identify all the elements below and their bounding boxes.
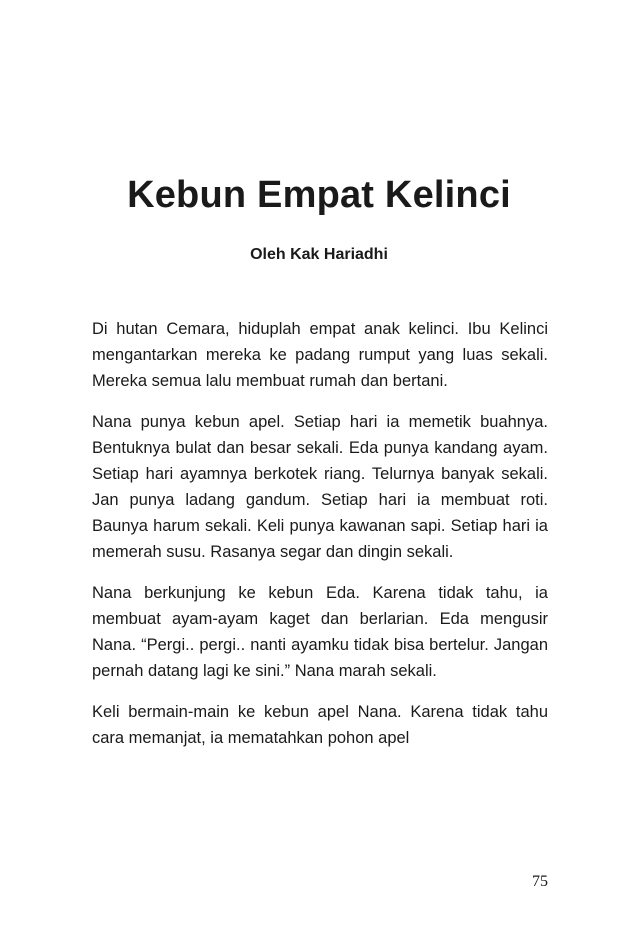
paragraph-2: Nana punya kebun apel. Setiap hari ia memetik buahnya. Bentuknya bulat dan besar sekali. Eda punya kandang ayam. Setiap hari ayamnya berkotek riang. Telurnya banyak sekali. Jan punya ladang gandum. Setiap hari ia membuat roti. Baunya harum sekali. Keli punya kawanan sapi. Setiap hari ia memerah susu. Rasanya segar dan dingin sekali. <box>92 413 548 561</box>
paragraph-1: Di hutan Cemara, hiduplah empat anak kelinci. Ibu Kelinci mengantarkan mereka ke padang rumput yang luas sekali. Mereka semua lalu membuat rumah dan bertani. <box>92 320 548 390</box>
story-body <box>92 316 548 766</box>
paragraph-4: Keli bermain-main ke kebun apel Nana. Karena tidak tahu cara memanjat, ia mematahkan pohon apel <box>92 703 548 747</box>
page-number: 75 <box>532 873 548 890</box>
paragraph-3: Nana berkunjung ke kebun Eda. Karena tidak tahu, ia membuat ayam-ayam kaget dan berlarian. Eda mengusir Nana. “Pergi.. pergi.. nanti ayamku tidak bisa bertelur. Jangan pernah datang lagi ke sini.” Nana marah sekali. <box>92 584 548 680</box>
story-author: Oleh Kak Hariadhi <box>250 246 388 263</box>
story-title: Kebun Empat Kelinci <box>127 174 511 216</box>
